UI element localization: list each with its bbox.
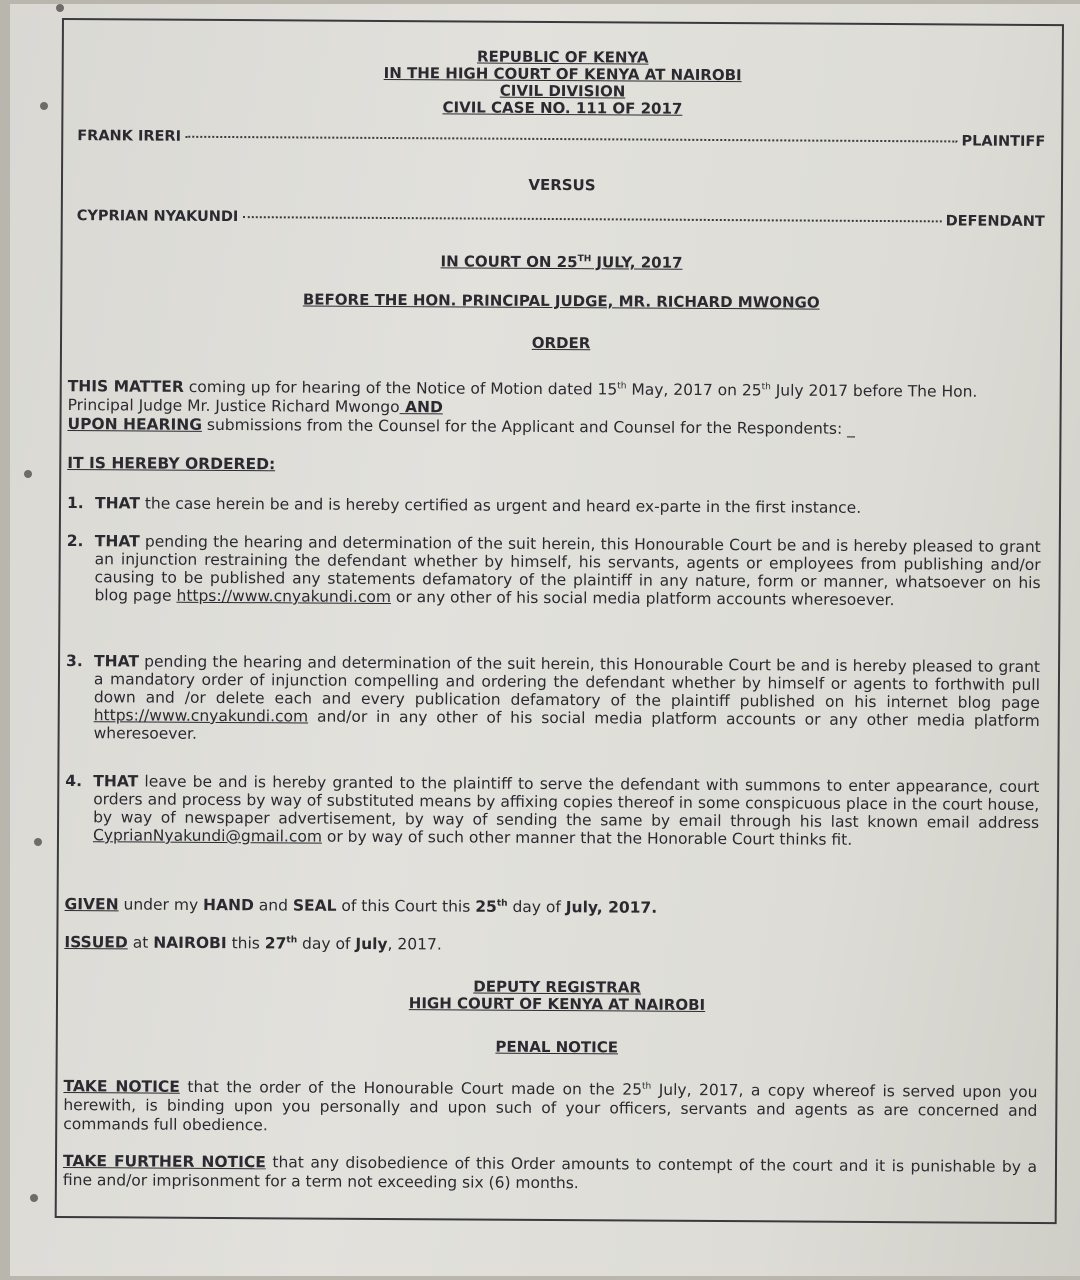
order-item [66, 532, 1040, 610]
sup: th [617, 381, 627, 392]
defendant-name: CYPRIAN NYAKUNDI [76, 208, 239, 226]
staple-hole [24, 470, 32, 478]
blog-link[interactable]: https://www.cnyakundi.com [93, 706, 309, 726]
blog-link[interactable]: https://www.cnyakundi.com [176, 586, 392, 607]
take-further-notice: TAKE FURTHER NOTICE [62, 1152, 266, 1172]
registrar-court: HIGH COURT OF KENYA AT NAIROBI [408, 994, 706, 1014]
text: day of [507, 897, 566, 917]
sup: th [286, 935, 298, 946]
seal-word: SEAL [292, 896, 337, 915]
item-text [94, 532, 1040, 610]
sup: th [761, 382, 771, 393]
item-text [93, 772, 1039, 850]
header-division: CIVIL DIVISION [499, 81, 626, 101]
item-body: or any other of his social media platform accounts wheresoever. [390, 588, 895, 610]
defendant-role: DEFENDANT [945, 213, 1045, 231]
order-title: ORDER [531, 333, 591, 353]
text: day of [297, 934, 356, 953]
deputy-registrar: DEPUTY REGISTRAR [473, 977, 641, 997]
intro-text: submissions from the Counsel for the Applicant and Counsel for the Respondents: _ [201, 416, 855, 439]
item-number: 3. [66, 652, 83, 671]
email-link[interactable]: CyprianNyakundi@gmail.com [92, 826, 323, 846]
month: July [355, 934, 388, 954]
item-body: pending the hearing and determination of the suit herein, this Honourable Court be and is hereby pleased to grant a mandatory order of injunction compelling and ordering the defendant whether by himself or agents to forthwith pull down and /or delete each and every publication defamatory of the plaintiff published on his internet blog page [93, 652, 1041, 712]
and-word: AND [399, 398, 443, 417]
plaintiff-line [77, 128, 1045, 150]
issued-line [64, 930, 1038, 958]
intro-text: July 2017 before The Hon. Principal Judge Mr. Justice Richard Mwongo [67, 381, 978, 417]
place: NAIROBI [153, 933, 227, 953]
document-page [10, 4, 1080, 1276]
header-court: IN THE HIGH COURT OF KENYA AT NAIROBI [383, 63, 742, 85]
text: that any disobedience of this Order amounts to contempt of the court and it is punishable by a fine and/or imprisonment for a term not exceeding six (6) months. [62, 1153, 1038, 1193]
dotted-leader [185, 136, 958, 143]
item-body: leave be and is hereby granted to the plaintiff to serve the defendant with summons to enter appearance, court orders and process by way of substituted means by affixing copies thereof in some conspicuous place in the court house, by way of newspaper advertisement, by way of sending the same by email through his last known email address [93, 772, 1040, 832]
court-date [62, 248, 1060, 274]
staple-hole [40, 102, 48, 110]
text: , 2017. [387, 935, 442, 954]
item-text [95, 494, 1041, 518]
item-body: and/or in any other of his social media platform accounts or any other media platform wheresoever. [93, 707, 1040, 743]
item-body: the case herein be and is hereby certified as urgent and heard ex-parte in the first instance. [139, 494, 862, 517]
header-case-number: CIVIL CASE NO. 111 OF 2017 [442, 98, 683, 118]
take-notice: TAKE NOTICE [63, 1077, 180, 1096]
given-word: GIVEN [64, 895, 119, 914]
further-notice-paragraph [63, 1152, 1037, 1196]
item-number: 2. [66, 532, 84, 551]
text: at [127, 933, 154, 952]
item-body: pending the hearing and determination of the suit herein, this Honourable Court be and is hereby pleased to grant an injunction restraining the defendant whether by himself, his servants, agents or employees from publishing and/or causing to be published any statements defamatory of the plaintiff in any nature, form or manner, whatsoever on his blog page [94, 532, 1041, 605]
text: under my [118, 895, 204, 915]
court-header [63, 46, 1061, 120]
hereby-ordered: IT IS HEREBY ORDERED: [67, 454, 276, 474]
plaintiff-name: FRANK IRERI [77, 128, 182, 145]
day: 27 [264, 934, 287, 953]
given-line [65, 892, 1039, 920]
staple-hole [34, 838, 42, 846]
text: this [226, 934, 265, 953]
date: July, 2017. [565, 898, 658, 917]
versus: VERSUS [528, 175, 596, 195]
text: that the order of the Honourable Court made on the 25 [179, 1077, 643, 1099]
text: of this Court this [336, 896, 476, 916]
item-text [94, 652, 1041, 748]
intro-text: May, 2017 on 25 [626, 380, 762, 400]
penal-notice-paragraph [63, 1074, 1037, 1140]
text: July, 2017, a copy whereof is served upon you herewith, is binding upon you personally and upon such of your officers, servants and agents as are concerned and commands full obedience. [63, 1080, 1038, 1135]
day: 25 [475, 897, 497, 916]
court-date-sup: TH [577, 254, 592, 265]
before-judge: BEFORE THE HON. PRINCIPAL JUDGE, MR. RICHARD MWONGO [302, 290, 820, 312]
document-border [55, 18, 1064, 1224]
intro-paragraph [67, 374, 1041, 440]
header-republic: REPUBLIC OF KENYA [476, 47, 649, 67]
sup: th [641, 1081, 652, 1092]
order-item [65, 772, 1039, 850]
sup: th [496, 898, 508, 909]
that: THAT [94, 494, 141, 513]
penal-notice-title: PENAL NOTICE [495, 1037, 619, 1057]
signature-block [58, 976, 1056, 1016]
upon-hearing: UPON HEARING [67, 415, 203, 435]
defendant-line [77, 208, 1045, 230]
intro-text: coming up for hearing of the Notice of Motion dated 15 [183, 377, 618, 399]
staple-hole [56, 4, 64, 12]
dotted-leader [242, 216, 941, 222]
that: THAT [94, 532, 140, 551]
text: and [253, 896, 293, 915]
that: THAT [93, 772, 139, 791]
plaintiff-role: PLAINTIFF [961, 133, 1046, 151]
hand-word: HAND [203, 896, 254, 915]
this-matter: THIS MATTER [67, 377, 184, 396]
order-item [67, 494, 1041, 518]
hereby-ordered-text: IT IS HEREBY ORDERED [67, 454, 270, 474]
item-number: 4. [65, 772, 83, 791]
item-body: or by way of such other manner that the Honorable Court thinks fit. [321, 827, 853, 849]
court-date-prefix: IN COURT ON 25 [440, 252, 578, 272]
that: THAT [94, 652, 140, 671]
item-number: 1. [66, 494, 84, 513]
issued-word: ISSUED [64, 933, 128, 952]
staple-hole [30, 1194, 38, 1202]
order-item [66, 652, 1041, 748]
court-date-suffix: JULY, 2017 [591, 253, 683, 272]
